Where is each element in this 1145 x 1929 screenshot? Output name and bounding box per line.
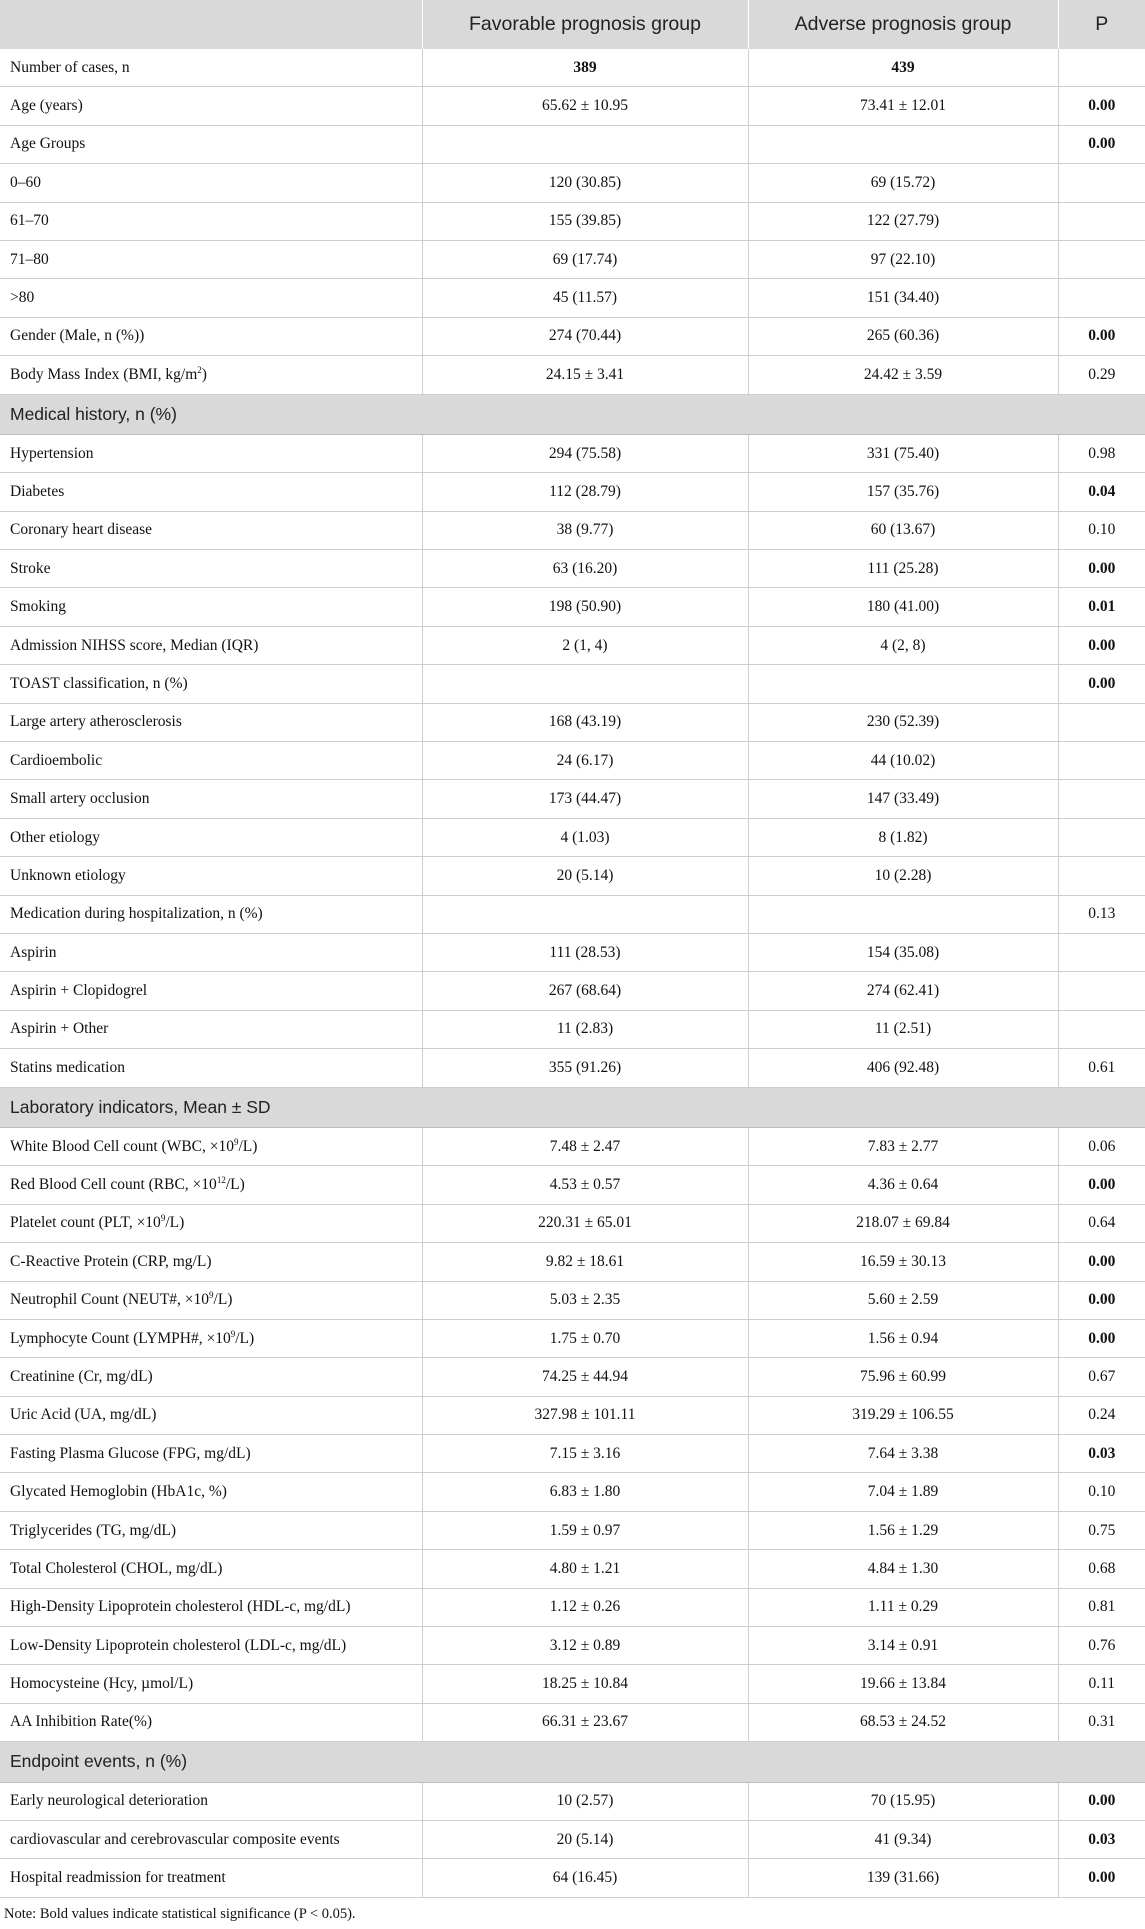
table-body [0, 49, 1145, 1897]
adverse-value: 111 (25.28) [748, 550, 1058, 588]
row-label-text: Diabetes [10, 482, 65, 500]
row-label [0, 1511, 422, 1549]
row-label [0, 742, 422, 780]
adverse-value: 44 (10.02) [748, 742, 1058, 780]
favorable-value: 3.12 ± 0.89 [422, 1627, 748, 1665]
table-row [0, 1204, 1145, 1242]
favorable-value [422, 125, 748, 163]
p-value: 0.75 [1058, 1511, 1145, 1549]
favorable-value: 168 (43.19) [422, 703, 748, 741]
row-label [0, 356, 422, 394]
p-value [1058, 857, 1145, 895]
adverse-value: 69 (15.72) [748, 164, 1058, 202]
row-label [0, 1859, 422, 1897]
adverse-value [748, 125, 1058, 163]
favorable-value: 38 (9.77) [422, 511, 748, 549]
row-label [0, 1319, 422, 1357]
table-row [0, 1782, 1145, 1820]
row-label-suffix: /L) [165, 1214, 185, 1232]
row-label-superscript: 9 [209, 1290, 214, 1301]
row-label [0, 434, 422, 472]
row-label-text: Admission NIHSS score, Median (IQR) [10, 636, 259, 654]
adverse-value: 5.60 ± 2.59 [748, 1281, 1058, 1319]
adverse-value: 7.83 ± 2.77 [748, 1127, 1058, 1165]
p-value [1058, 818, 1145, 856]
favorable-value: 63 (16.20) [422, 550, 748, 588]
row-label-text: 61–70 [10, 212, 49, 230]
row-label [0, 279, 422, 317]
table-row [0, 1358, 1145, 1396]
favorable-value: 267 (68.64) [422, 972, 748, 1010]
row-label-text: Age (years) [10, 97, 83, 115]
adverse-value: 1.56 ± 1.29 [748, 1511, 1058, 1549]
favorable-value: 64 (16.45) [422, 1859, 748, 1897]
row-label-text: High-Density Lipoprotein cholesterol (HDL-c, mg/dL) [10, 1598, 351, 1616]
adverse-value: 157 (35.76) [748, 473, 1058, 511]
adverse-value: 8 (1.82) [748, 818, 1058, 856]
row-label-text: Lymphocyte Count (LYMPH#, ×10 [10, 1329, 231, 1347]
favorable-value: 20 (5.14) [422, 1820, 748, 1858]
p-value: 0.00 [1058, 550, 1145, 588]
favorable-value: 173 (44.47) [422, 780, 748, 818]
row-label [0, 1782, 422, 1820]
adverse-value: 180 (41.00) [748, 588, 1058, 626]
table-row [0, 1550, 1145, 1588]
table-row [0, 972, 1145, 1010]
row-label [0, 1010, 422, 1048]
p-value: 0.29 [1058, 356, 1145, 394]
p-value [1058, 742, 1145, 780]
row-label [0, 1396, 422, 1434]
p-value: 0.00 [1058, 1243, 1145, 1281]
favorable-value: 10 (2.57) [422, 1782, 748, 1820]
favorable-value: 74.25 ± 44.94 [422, 1358, 748, 1396]
row-label-text: 71–80 [10, 250, 49, 268]
row-label-text: Stroke [10, 559, 51, 577]
p-value [1058, 49, 1145, 87]
p-value: 0.00 [1058, 87, 1145, 125]
row-label-superscript: 2 [197, 364, 202, 375]
favorable-value: 4.53 ± 0.57 [422, 1166, 748, 1204]
favorable-value: 155 (39.85) [422, 202, 748, 240]
row-label-suffix: ) [201, 365, 207, 383]
table-row [0, 164, 1145, 202]
row-label-text: Other etiology [10, 828, 100, 846]
p-value [1058, 933, 1145, 971]
table-row [0, 933, 1145, 971]
favorable-value: 65.62 ± 10.95 [422, 87, 748, 125]
p-value: 0.04 [1058, 473, 1145, 511]
adverse-value: 3.14 ± 0.91 [748, 1627, 1058, 1665]
adverse-value: 154 (35.08) [748, 933, 1058, 971]
adverse-value: 1.56 ± 0.94 [748, 1319, 1058, 1357]
adverse-value: 230 (52.39) [748, 703, 1058, 741]
p-value: 0.01 [1058, 588, 1145, 626]
table-row [0, 279, 1145, 317]
favorable-value: 327.98 ± 101.11 [422, 1396, 748, 1434]
row-label [0, 1243, 422, 1281]
table-row [0, 1435, 1145, 1473]
section-header-row [0, 1087, 1145, 1127]
adverse-value: 10 (2.28) [748, 857, 1058, 895]
p-value [1058, 164, 1145, 202]
adverse-value: 122 (27.79) [748, 202, 1058, 240]
header-p-value: P [1058, 0, 1145, 49]
table-row [0, 1703, 1145, 1741]
row-label [0, 1281, 422, 1319]
row-label [0, 626, 422, 664]
favorable-value: 389 [422, 49, 748, 87]
p-value [1058, 202, 1145, 240]
p-value: 0.10 [1058, 511, 1145, 549]
table-row [0, 49, 1145, 87]
adverse-value: 75.96 ± 60.99 [748, 1358, 1058, 1396]
table-row [0, 588, 1145, 626]
adverse-value: 1.11 ± 0.29 [748, 1588, 1058, 1626]
row-label [0, 972, 422, 1010]
row-label-text: cardiovascular and cerebrovascular composite events [10, 1830, 340, 1848]
p-value: 0.64 [1058, 1204, 1145, 1242]
adverse-value: 19.66 ± 13.84 [748, 1665, 1058, 1703]
row-label [0, 550, 422, 588]
row-label-text: Aspirin + Clopidogrel [10, 982, 148, 1000]
p-value: 0.81 [1058, 1588, 1145, 1626]
favorable-value: 294 (75.58) [422, 434, 748, 472]
p-value: 0.00 [1058, 1281, 1145, 1319]
table-row [0, 1396, 1145, 1434]
row-label-text: Coronary heart disease [10, 521, 153, 539]
table-row [0, 1281, 1145, 1319]
favorable-value: 24.15 ± 3.41 [422, 356, 748, 394]
row-label [0, 240, 422, 278]
row-label-text: >80 [10, 289, 35, 307]
p-value: 0.00 [1058, 1782, 1145, 1820]
favorable-value: 1.75 ± 0.70 [422, 1319, 748, 1357]
adverse-value: 7.04 ± 1.89 [748, 1473, 1058, 1511]
row-label [0, 125, 422, 163]
table-footnote: Note: Bold values indicate statistical significance (P < 0.05). [4, 1906, 356, 1922]
favorable-value: 355 (91.26) [422, 1049, 748, 1087]
header-variable [0, 0, 422, 49]
favorable-value: 2 (1, 4) [422, 626, 748, 664]
p-value: 0.76 [1058, 1627, 1145, 1665]
section-title: Endpoint events, n (%) [0, 1742, 1145, 1782]
row-label-suffix: /L) [213, 1291, 233, 1309]
table-row [0, 202, 1145, 240]
adverse-value: 331 (75.40) [748, 434, 1058, 472]
row-label-text: Aspirin + Other [10, 1020, 109, 1038]
row-label [0, 1127, 422, 1165]
favorable-value: 6.83 ± 1.80 [422, 1473, 748, 1511]
row-label [0, 1665, 422, 1703]
table-row [0, 87, 1145, 125]
adverse-value: 139 (31.66) [748, 1859, 1058, 1897]
row-label-text: 0–60 [10, 173, 41, 191]
favorable-value: 120 (30.85) [422, 164, 748, 202]
adverse-value: 406 (92.48) [748, 1049, 1058, 1087]
favorable-value: 1.59 ± 0.97 [422, 1511, 748, 1549]
favorable-value [422, 665, 748, 703]
p-value [1058, 240, 1145, 278]
row-label-text: Total Cholesterol (CHOL, mg/dL) [10, 1559, 223, 1577]
favorable-value: 111 (28.53) [422, 933, 748, 971]
adverse-value [748, 895, 1058, 933]
adverse-value [748, 665, 1058, 703]
adverse-value: 7.64 ± 3.38 [748, 1435, 1058, 1473]
row-label [0, 1473, 422, 1511]
adverse-value: 73.41 ± 12.01 [748, 87, 1058, 125]
favorable-value: 7.15 ± 3.16 [422, 1435, 748, 1473]
row-label [0, 49, 422, 87]
adverse-value: 16.59 ± 30.13 [748, 1243, 1058, 1281]
adverse-value: 4.84 ± 1.30 [748, 1550, 1058, 1588]
row-label-superscript: 12 [216, 1174, 226, 1185]
row-label-text: Gender (Male, n (%)) [10, 327, 145, 345]
adverse-value: 218.07 ± 69.84 [748, 1204, 1058, 1242]
row-label-text: Glycated Hemoglobin (HbA1c, %) [10, 1483, 227, 1501]
favorable-value: 45 (11.57) [422, 279, 748, 317]
favorable-value: 7.48 ± 2.47 [422, 1127, 748, 1165]
row-label-superscript: 9 [160, 1213, 166, 1224]
favorable-value: 69 (17.74) [422, 240, 748, 278]
row-label-text: Body Mass Index (BMI, kg/m [10, 365, 198, 383]
table-row [0, 1319, 1145, 1357]
favorable-value: 198 (50.90) [422, 588, 748, 626]
row-label [0, 317, 422, 355]
table-row [0, 356, 1145, 394]
row-label [0, 665, 422, 703]
row-label [0, 473, 422, 511]
row-label [0, 1166, 422, 1204]
p-value: 0.00 [1058, 125, 1145, 163]
section-title: Laboratory indicators, Mean ± SD [0, 1087, 1145, 1127]
row-label-text: Platelet count (PLT, ×10 [10, 1214, 161, 1232]
favorable-value: 5.03 ± 2.35 [422, 1281, 748, 1319]
table-row [0, 626, 1145, 664]
favorable-value: 24 (6.17) [422, 742, 748, 780]
row-label [0, 511, 422, 549]
favorable-value: 112 (28.79) [422, 473, 748, 511]
row-label [0, 1820, 422, 1858]
p-value: 0.00 [1058, 317, 1145, 355]
p-value: 0.00 [1058, 665, 1145, 703]
adverse-value: 11 (2.51) [748, 1010, 1058, 1048]
row-label [0, 202, 422, 240]
row-label-text: Number of cases, n [10, 58, 130, 76]
table-row [0, 857, 1145, 895]
table-row [0, 1473, 1145, 1511]
row-label-text: Unknown etiology [10, 866, 126, 884]
row-label [0, 87, 422, 125]
favorable-value: 4 (1.03) [422, 818, 748, 856]
adverse-value: 274 (62.41) [748, 972, 1058, 1010]
row-label-text: AA Inhibition Rate(%) [10, 1713, 153, 1731]
table-row [0, 1010, 1145, 1048]
row-label-text: Statins medication [10, 1058, 125, 1076]
p-value: 0.31 [1058, 1703, 1145, 1741]
favorable-value: 66.31 ± 23.67 [422, 1703, 748, 1741]
table-row [0, 1511, 1145, 1549]
row-label [0, 1204, 422, 1242]
row-label-text: Triglycerides (TG, mg/dL) [10, 1521, 177, 1539]
table-row [0, 895, 1145, 933]
adverse-value: 4 (2, 8) [748, 626, 1058, 664]
row-label [0, 780, 422, 818]
p-value [1058, 703, 1145, 741]
row-label-text: TOAST classification, n (%) [10, 674, 188, 692]
p-value [1058, 780, 1145, 818]
p-value: 0.00 [1058, 1166, 1145, 1204]
header-favorable-group: Favorable prognosis group [422, 0, 748, 49]
table-header [0, 0, 1145, 49]
table-row [0, 1049, 1145, 1087]
row-label-superscript: 9 [234, 1136, 239, 1147]
adverse-value: 319.29 ± 106.55 [748, 1396, 1058, 1434]
table-row [0, 1127, 1145, 1165]
table-row [0, 703, 1145, 741]
table-row [0, 780, 1145, 818]
adverse-value: 439 [748, 49, 1058, 87]
row-label-superscript: 9 [230, 1328, 236, 1339]
row-label-text: Early neurological deterioration [10, 1792, 208, 1810]
table-row [0, 511, 1145, 549]
table-row [0, 1243, 1145, 1281]
table-row [0, 818, 1145, 856]
row-label-text: Aspirin [10, 943, 57, 961]
row-label-text: Age Groups [10, 135, 86, 153]
p-value: 0.68 [1058, 1550, 1145, 1588]
row-label [0, 1550, 422, 1588]
p-value [1058, 1010, 1145, 1048]
row-label-text: Medication during hospitalization, n (%) [10, 905, 263, 923]
row-label [0, 1627, 422, 1665]
table-row [0, 1820, 1145, 1858]
p-value [1058, 972, 1145, 1010]
favorable-value: 220.31 ± 65.01 [422, 1204, 748, 1242]
section-title: Medical history, n (%) [0, 394, 1145, 434]
favorable-value: 4.80 ± 1.21 [422, 1550, 748, 1588]
table-row [0, 125, 1145, 163]
table-row [0, 1627, 1145, 1665]
row-label-text: C-Reactive Protein (CRP, mg/L) [10, 1252, 212, 1270]
p-value: 0.98 [1058, 434, 1145, 472]
favorable-value: 20 (5.14) [422, 857, 748, 895]
row-label-suffix: /L) [238, 1137, 258, 1155]
row-label-text: Uric Acid (UA, mg/dL) [10, 1406, 157, 1424]
p-value: 0.00 [1058, 626, 1145, 664]
p-value: 0.03 [1058, 1820, 1145, 1858]
row-label [0, 164, 422, 202]
table-row [0, 742, 1145, 780]
adverse-value: 60 (13.67) [748, 511, 1058, 549]
row-label [0, 1049, 422, 1087]
row-label-text: Hospital readmission for treatment [10, 1869, 226, 1887]
row-label-text: Small artery occlusion [10, 790, 150, 808]
adverse-value: 4.36 ± 0.64 [748, 1166, 1058, 1204]
adverse-value: 68.53 ± 24.52 [748, 1703, 1058, 1741]
row-label [0, 1703, 422, 1741]
row-label-text: Red Blood Cell count (RBC, ×10 [10, 1176, 217, 1194]
table-row [0, 434, 1145, 472]
favorable-value: 18.25 ± 10.84 [422, 1665, 748, 1703]
p-value: 0.06 [1058, 1127, 1145, 1165]
row-label [0, 1588, 422, 1626]
row-label [0, 588, 422, 626]
row-label [0, 895, 422, 933]
row-label [0, 818, 422, 856]
row-label-text: Large artery atherosclerosis [10, 713, 182, 731]
row-label-text: Creatinine (Cr, mg/dL) [10, 1367, 153, 1385]
table-row [0, 550, 1145, 588]
row-label-text: Fasting Plasma Glucose (FPG, mg/dL) [10, 1444, 251, 1462]
adverse-value: 151 (34.40) [748, 279, 1058, 317]
row-label [0, 1358, 422, 1396]
p-value: 0.11 [1058, 1665, 1145, 1703]
row-label-text: Neutrophil Count (NEUT#, ×10 [10, 1291, 210, 1309]
row-label-text: Smoking [10, 598, 66, 616]
adverse-value: 24.42 ± 3.59 [748, 356, 1058, 394]
favorable-value: 274 (70.44) [422, 317, 748, 355]
p-value: 0.13 [1058, 895, 1145, 933]
favorable-value: 11 (2.83) [422, 1010, 748, 1048]
p-value: 0.00 [1058, 1859, 1145, 1897]
table-row [0, 1859, 1145, 1897]
adverse-value: 41 (9.34) [748, 1820, 1058, 1858]
adverse-value: 97 (22.10) [748, 240, 1058, 278]
row-label [0, 703, 422, 741]
row-label-text: White Blood Cell count (WBC, ×10 [10, 1137, 234, 1155]
table-row [0, 1665, 1145, 1703]
row-label-text: Cardioembolic [10, 751, 103, 769]
p-value: 0.10 [1058, 1473, 1145, 1511]
row-label-text: Hypertension [10, 444, 94, 462]
row-label [0, 857, 422, 895]
p-value: 0.61 [1058, 1049, 1145, 1087]
table-row [0, 317, 1145, 355]
favorable-value: 9.82 ± 18.61 [422, 1243, 748, 1281]
favorable-value: 1.12 ± 0.26 [422, 1588, 748, 1626]
table-row [0, 665, 1145, 703]
table-row [0, 1166, 1145, 1204]
p-value: 0.67 [1058, 1358, 1145, 1396]
table-row [0, 240, 1145, 278]
section-header-row [0, 394, 1145, 434]
table-row [0, 473, 1145, 511]
row-label [0, 1435, 422, 1473]
p-value: 0.03 [1058, 1435, 1145, 1473]
row-label-suffix: /L) [225, 1176, 245, 1194]
p-value [1058, 279, 1145, 317]
row-label-text: Low-Density Lipoprotein cholesterol (LDL-c, mg/dL) [10, 1636, 347, 1654]
row-label-suffix: /L) [235, 1329, 255, 1347]
header-adverse-group: Adverse prognosis group [748, 0, 1058, 49]
row-label [0, 933, 422, 971]
row-label-text: Homocysteine (Hcy, µmol/L) [10, 1675, 194, 1693]
table-row [0, 1588, 1145, 1626]
adverse-value: 70 (15.95) [748, 1782, 1058, 1820]
p-value: 0.00 [1058, 1319, 1145, 1357]
adverse-value: 147 (33.49) [748, 780, 1058, 818]
p-value: 0.24 [1058, 1396, 1145, 1434]
favorable-value [422, 895, 748, 933]
adverse-value: 265 (60.36) [748, 317, 1058, 355]
section-header-row [0, 1742, 1145, 1782]
